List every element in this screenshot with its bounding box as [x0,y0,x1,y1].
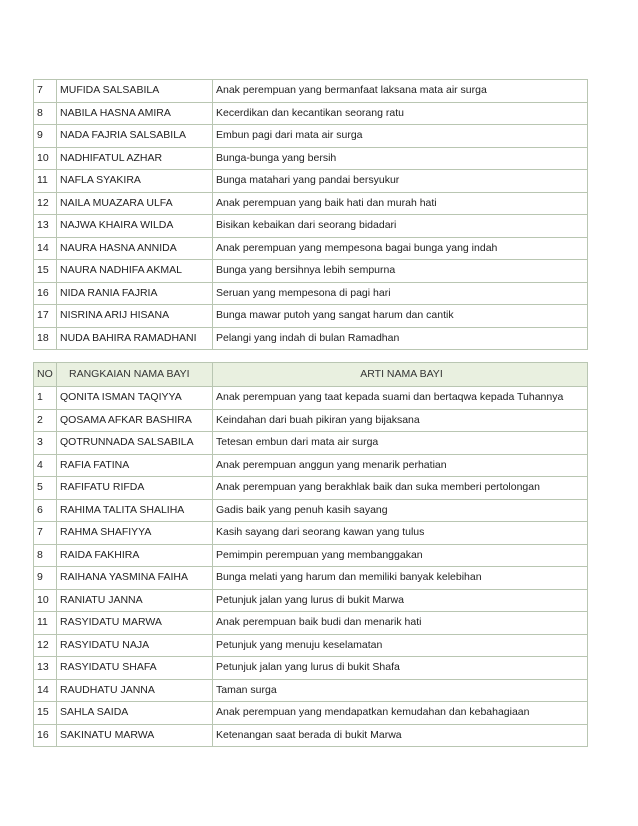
name-meaning: Petunjuk yang menuju keselamatan [213,634,588,657]
table-row [34,679,588,702]
table-row [34,147,588,170]
name-meaning: Anak perempuan yang taat kepada suami dan bertaqwa kepada Tuhannya [213,387,588,410]
name-meaning: Taman surga [213,679,588,702]
baby-name: NADHIFATUL AZHAR [57,147,213,170]
table-row [34,102,588,125]
name-meaning: Pemimpin perempuan yang membanggakan [213,544,588,567]
header-no: NO [34,363,57,387]
table-row [34,170,588,193]
row-number: 15 [34,702,57,725]
baby-name: RANIATU JANNA [57,589,213,612]
names-table-1 [33,79,588,350]
baby-name: RAIDA FAKHIRA [57,544,213,567]
table-row [34,657,588,680]
row-number: 11 [34,170,57,193]
baby-name: RAHMA SHAFIYYA [57,522,213,545]
baby-name: SAHLA SAIDA [57,702,213,725]
name-meaning: Anak perempuan yang baik hati dan murah hati [213,192,588,215]
baby-name: NAURA HASNA ANNIDA [57,237,213,260]
row-number: 6 [34,499,57,522]
table-row [34,125,588,148]
name-meaning: Petunjuk jalan yang lurus di bukit Shafa [213,657,588,680]
name-meaning: Kecerdikan dan kecantikan seorang ratu [213,102,588,125]
baby-name: NUDA BAHIRA RAMADHANI [57,327,213,350]
baby-name: NAILA MUAZARA ULFA [57,192,213,215]
table-row [34,215,588,238]
baby-name: QOTRUNNADA SALSABILA [57,432,213,455]
table-row [34,305,588,328]
table-row [34,567,588,590]
baby-name: MUFIDA SALSABILA [57,80,213,103]
baby-name: NAURA NADHIFA AKMAL [57,260,213,283]
row-number: 13 [34,657,57,680]
table-row [34,477,588,500]
names-table-2 [33,362,588,747]
name-meaning: Bunga mawar putoh yang sangat harum dan cantik [213,305,588,328]
table-header-row [34,363,588,387]
name-meaning: Embun pagi dari mata air surga [213,125,588,148]
header-name-meaning: ARTI NAMA BAYI [213,363,588,387]
baby-name: NADA FAJRIA SALSABILA [57,125,213,148]
row-number: 4 [34,454,57,477]
table-row [34,634,588,657]
name-meaning: Bunga matahari yang pandai bersyukur [213,170,588,193]
row-number: 5 [34,477,57,500]
row-number: 7 [34,522,57,545]
row-number: 1 [34,387,57,410]
table-row [34,409,588,432]
table-row [34,260,588,283]
name-meaning: Bunga yang bersihnya lebih sempurna [213,260,588,283]
name-meaning: Bunga melati yang harum dan memiliki banyak kelebihan [213,567,588,590]
name-meaning: Ketenangan saat berada di bukit Marwa [213,724,588,747]
baby-name: NISRINA ARIJ HISANA [57,305,213,328]
name-meaning: Kasih sayang dari seorang kawan yang tulus [213,522,588,545]
table-row [34,522,588,545]
row-number: 2 [34,409,57,432]
names-table-1-body [34,80,588,350]
table-row [34,432,588,455]
row-number: 10 [34,589,57,612]
row-number: 12 [34,634,57,657]
name-meaning: Anak perempuan anggun yang menarik perhatian [213,454,588,477]
name-meaning: Anak perempuan yang mempesona bagai bunga yang indah [213,237,588,260]
table-row [34,454,588,477]
table-row [34,589,588,612]
baby-name: NABILA HASNA AMIRA [57,102,213,125]
table-row [34,724,588,747]
table-row [34,612,588,635]
baby-name: QONITA ISMAN TAQIYYA [57,387,213,410]
table-row [34,702,588,725]
baby-name: RAFIFATU RIFDA [57,477,213,500]
row-number: 8 [34,544,57,567]
header-baby-name: RANGKAIAN NAMA BAYI [57,363,213,387]
name-meaning: Anak perempuan baik budi dan menarik hati [213,612,588,635]
table-row [34,282,588,305]
name-meaning: Gadis baik yang penuh kasih sayang [213,499,588,522]
row-number: 16 [34,282,57,305]
name-meaning: Seruan yang mempesona di pagi hari [213,282,588,305]
row-number: 10 [34,147,57,170]
row-number: 14 [34,679,57,702]
name-meaning: Bunga-bunga yang bersih [213,147,588,170]
row-number: 12 [34,192,57,215]
name-meaning: Pelangi yang indah di bulan Ramadhan [213,327,588,350]
baby-name: RASYIDATU MARWA [57,612,213,635]
row-number: 11 [34,612,57,635]
baby-name: RAFIA FATINA [57,454,213,477]
names-table-2-body [34,387,588,747]
table-row [34,237,588,260]
table-row [34,387,588,410]
table-row [34,499,588,522]
name-meaning: Tetesan embun dari mata air surga [213,432,588,455]
baby-name: NAFLA SYAKIRA [57,170,213,193]
name-meaning: Petunjuk jalan yang lurus di bukit Marwa [213,589,588,612]
row-number: 15 [34,260,57,283]
row-number: 9 [34,125,57,148]
row-number: 16 [34,724,57,747]
row-number: 9 [34,567,57,590]
row-number: 14 [34,237,57,260]
row-number: 17 [34,305,57,328]
name-meaning: Anak perempuan yang mendapatkan kemudahan dan kebahagiaan [213,702,588,725]
baby-name: NIDA RANIA FAJRIA [57,282,213,305]
name-meaning: Anak perempuan yang bermanfaat laksana mata air surga [213,80,588,103]
row-number: 13 [34,215,57,238]
baby-name: RASYIDATU SHAFA [57,657,213,680]
baby-name: RAIHANA YASMINA FAIHA [57,567,213,590]
baby-name: RAHIMA TALITA SHALIHA [57,499,213,522]
baby-name: SAKINATU MARWA [57,724,213,747]
name-meaning: Anak perempuan yang berakhlak baik dan suka memberi pertolongan [213,477,588,500]
baby-name: RASYIDATU NAJA [57,634,213,657]
baby-name: NAJWA KHAIRA WILDA [57,215,213,238]
table-row [34,80,588,103]
row-number: 7 [34,80,57,103]
table-row [34,192,588,215]
table-row [34,544,588,567]
row-number: 18 [34,327,57,350]
table-row [34,327,588,350]
name-meaning: Bisikan kebaikan dari seorang bidadari [213,215,588,238]
baby-name: RAUDHATU JANNA [57,679,213,702]
row-number: 3 [34,432,57,455]
row-number: 8 [34,102,57,125]
name-meaning: Keindahan dari buah pikiran yang bijaksana [213,409,588,432]
baby-name: QOSAMA AFKAR BASHIRA [57,409,213,432]
